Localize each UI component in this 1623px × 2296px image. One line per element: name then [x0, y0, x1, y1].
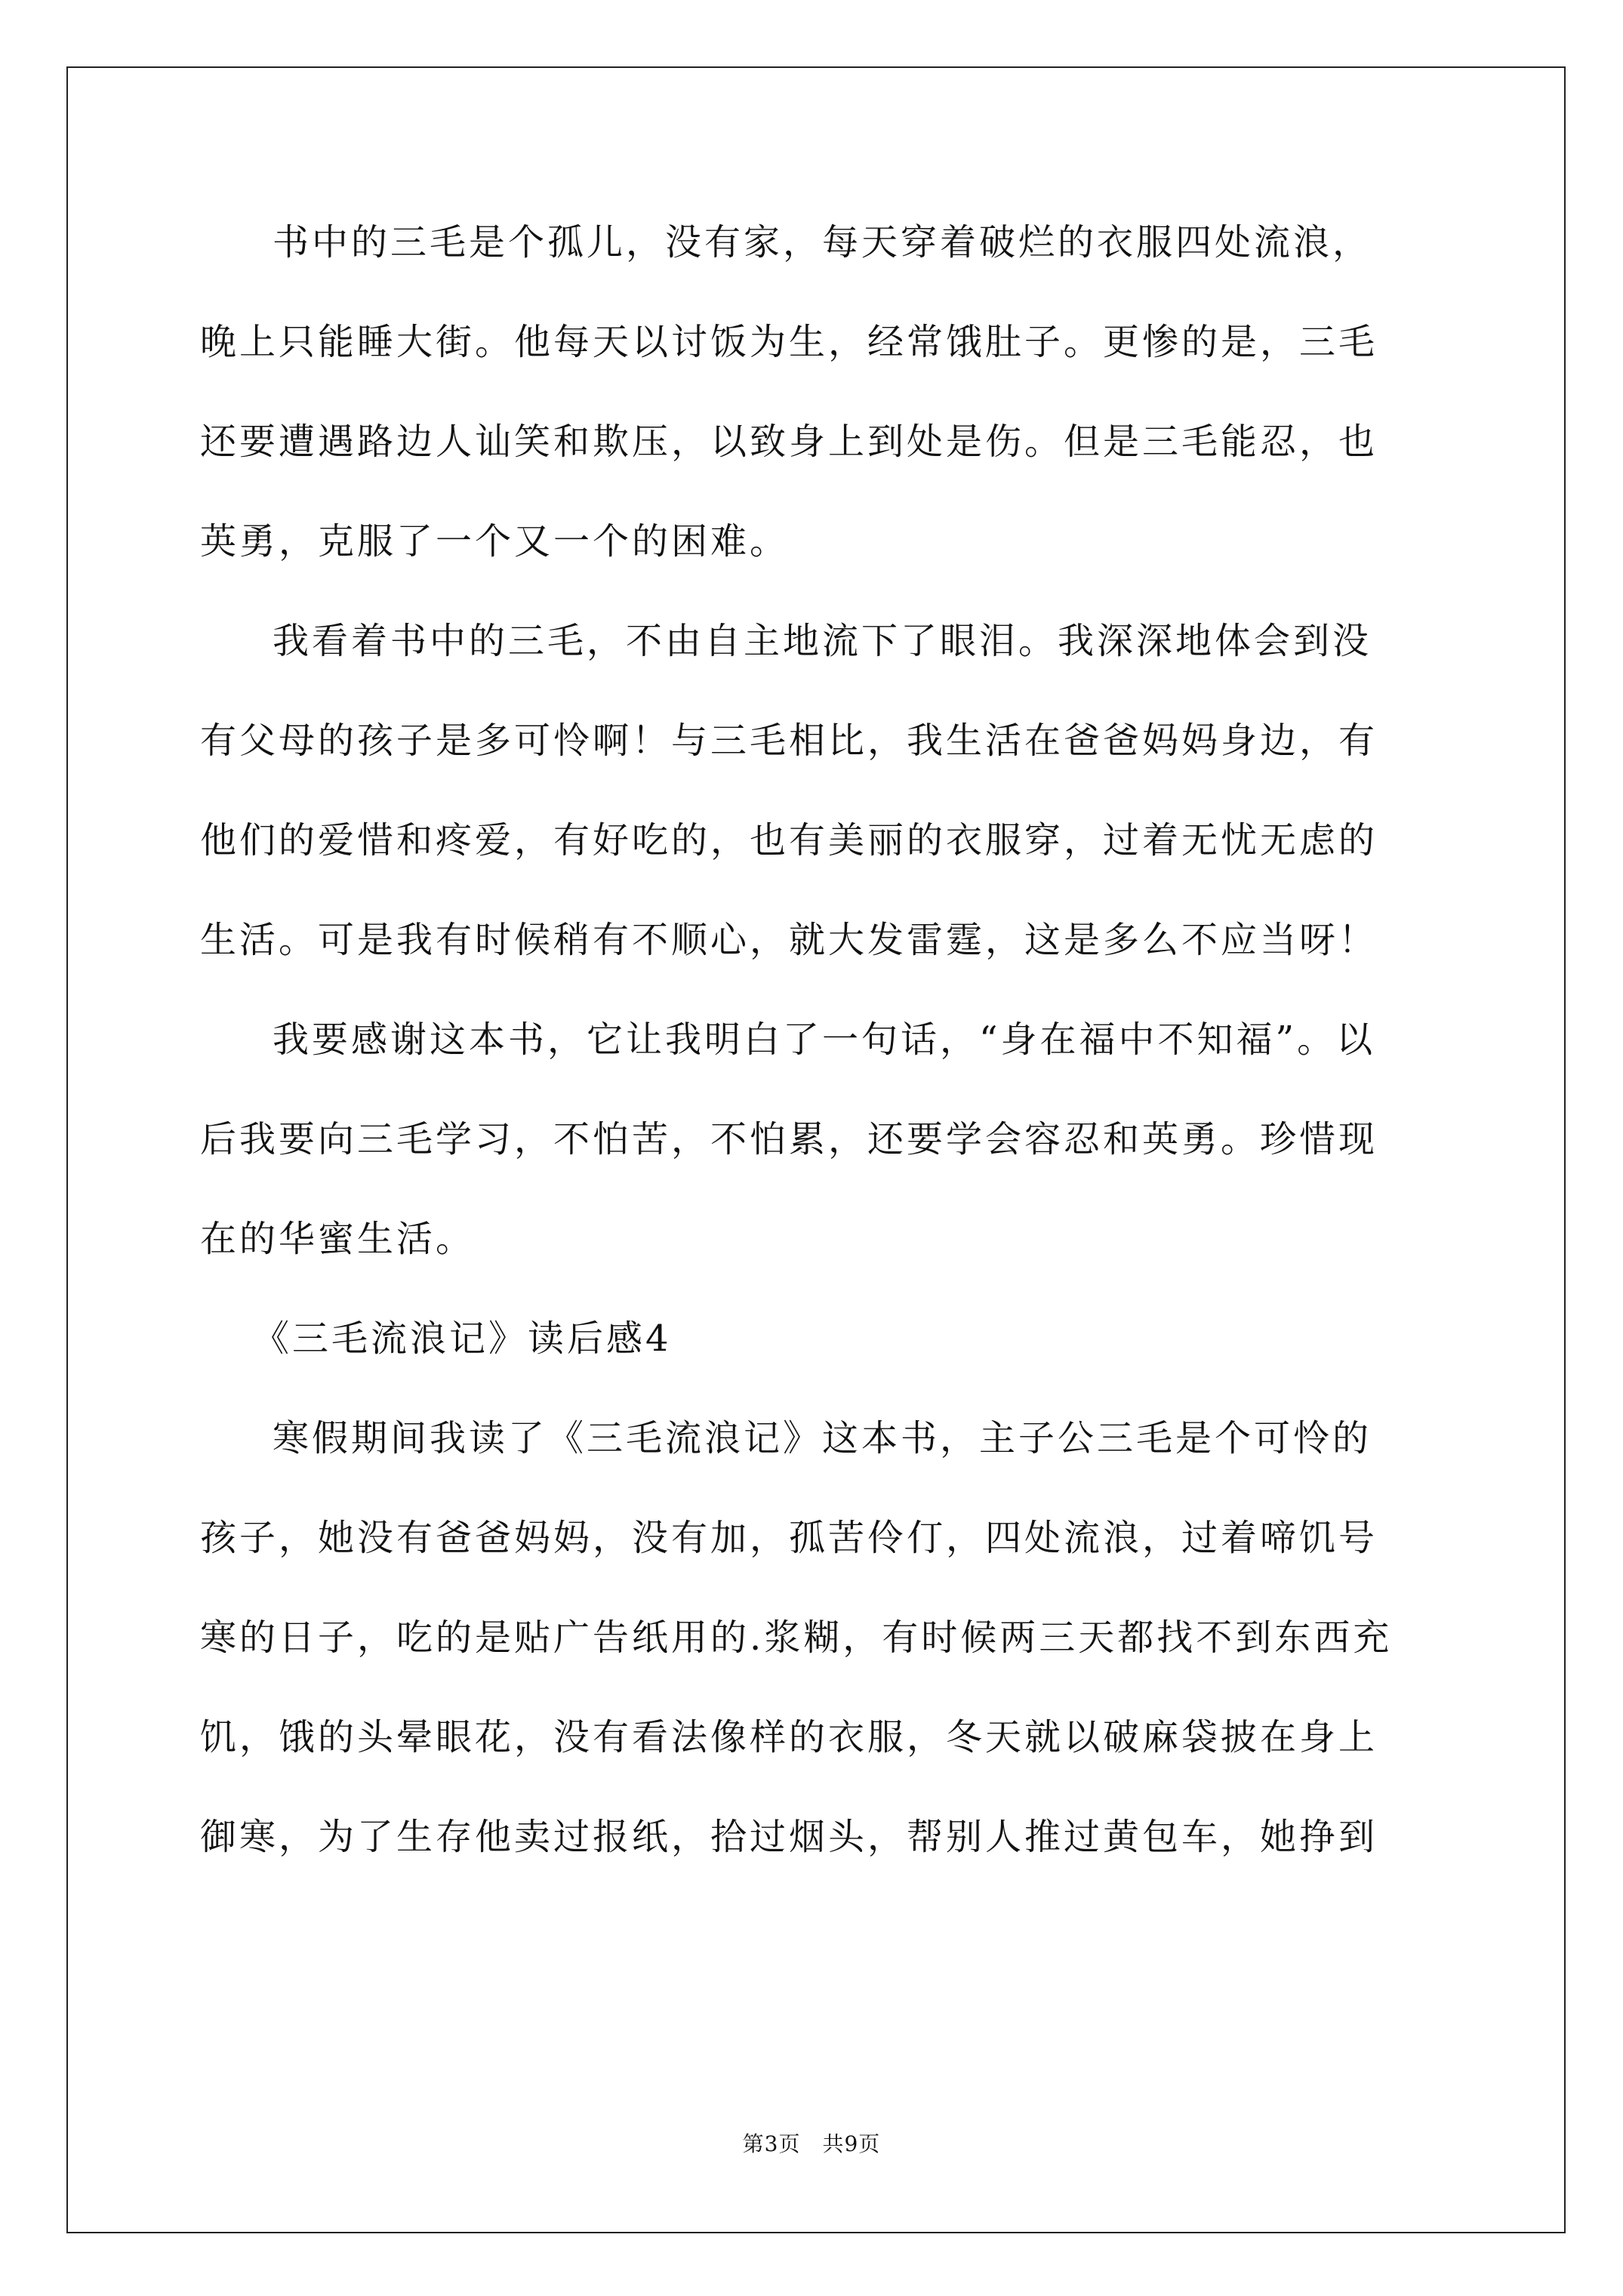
- paragraph-line: 我要感谢这本书，它让我明白了一句话，“身在福中不知福”。以: [273, 1019, 1376, 1061]
- paragraph-line: 还要遭遇路边人讪笑和欺压，以致身上到处是伤。但是三毛能忍，也: [200, 421, 1378, 463]
- paragraph-line: 孩子，她没有爸爸妈妈，没有加，孤苦伶仃，四处流浪，过着啼饥号: [200, 1517, 1378, 1559]
- paragraph-line: 御寒，为了生存他卖过报纸，拾过烟头，帮别人推过黄包车，她挣到: [200, 1816, 1378, 1858]
- section-heading: 《三毛流浪记》读后感4: [253, 1318, 672, 1360]
- paragraph-line: 寒假期间我读了《三毛流浪记》这本书，主子公三毛是个可怜的: [273, 1417, 1372, 1459]
- page-number-footer: 第3页 共9页: [742, 2131, 881, 2156]
- paragraph-line: 后我要向三毛学习，不怕苦，不怕累，还要学会容忍和英勇。珍惜现: [200, 1118, 1378, 1160]
- paragraph-line: 书中的三毛是个孤儿，没有家，每天穿着破烂的衣服四处流浪，: [273, 221, 1372, 264]
- paragraph-line: 晚上只能睡大街。他每天以讨饭为生，经常饿肚子。更惨的是，三毛: [200, 321, 1378, 363]
- paragraph-line: 有父母的孩子是多可怜啊！与三毛相比，我生活在爸爸妈妈身边，有: [200, 720, 1378, 762]
- paragraph-line: 寒的日子，吃的是贴广告纸用的.浆糊，有时候两三天都找不到东西充: [200, 1616, 1393, 1659]
- paragraph-line: 我看着书中的三毛，不由自主地流下了眼泪。我深深地体会到没: [273, 620, 1372, 662]
- paragraph-line: 在的华蜜生活。: [200, 1218, 476, 1260]
- paragraph-line: 他们的爱惜和疼爱，有好吃的，也有美丽的衣服穿，过着无忧无虑的: [200, 819, 1378, 861]
- paragraph-line: 生活。可是我有时候稍有不顺心，就大发雷霆，这是多么不应当呀！: [200, 919, 1378, 961]
- paragraph-line: 饥，饿的头晕眼花，没有看法像样的衣服，冬天就以破麻袋披在身上: [200, 1716, 1378, 1758]
- paragraph-line: 英勇，克服了一个又一个的困难。: [200, 520, 790, 562]
